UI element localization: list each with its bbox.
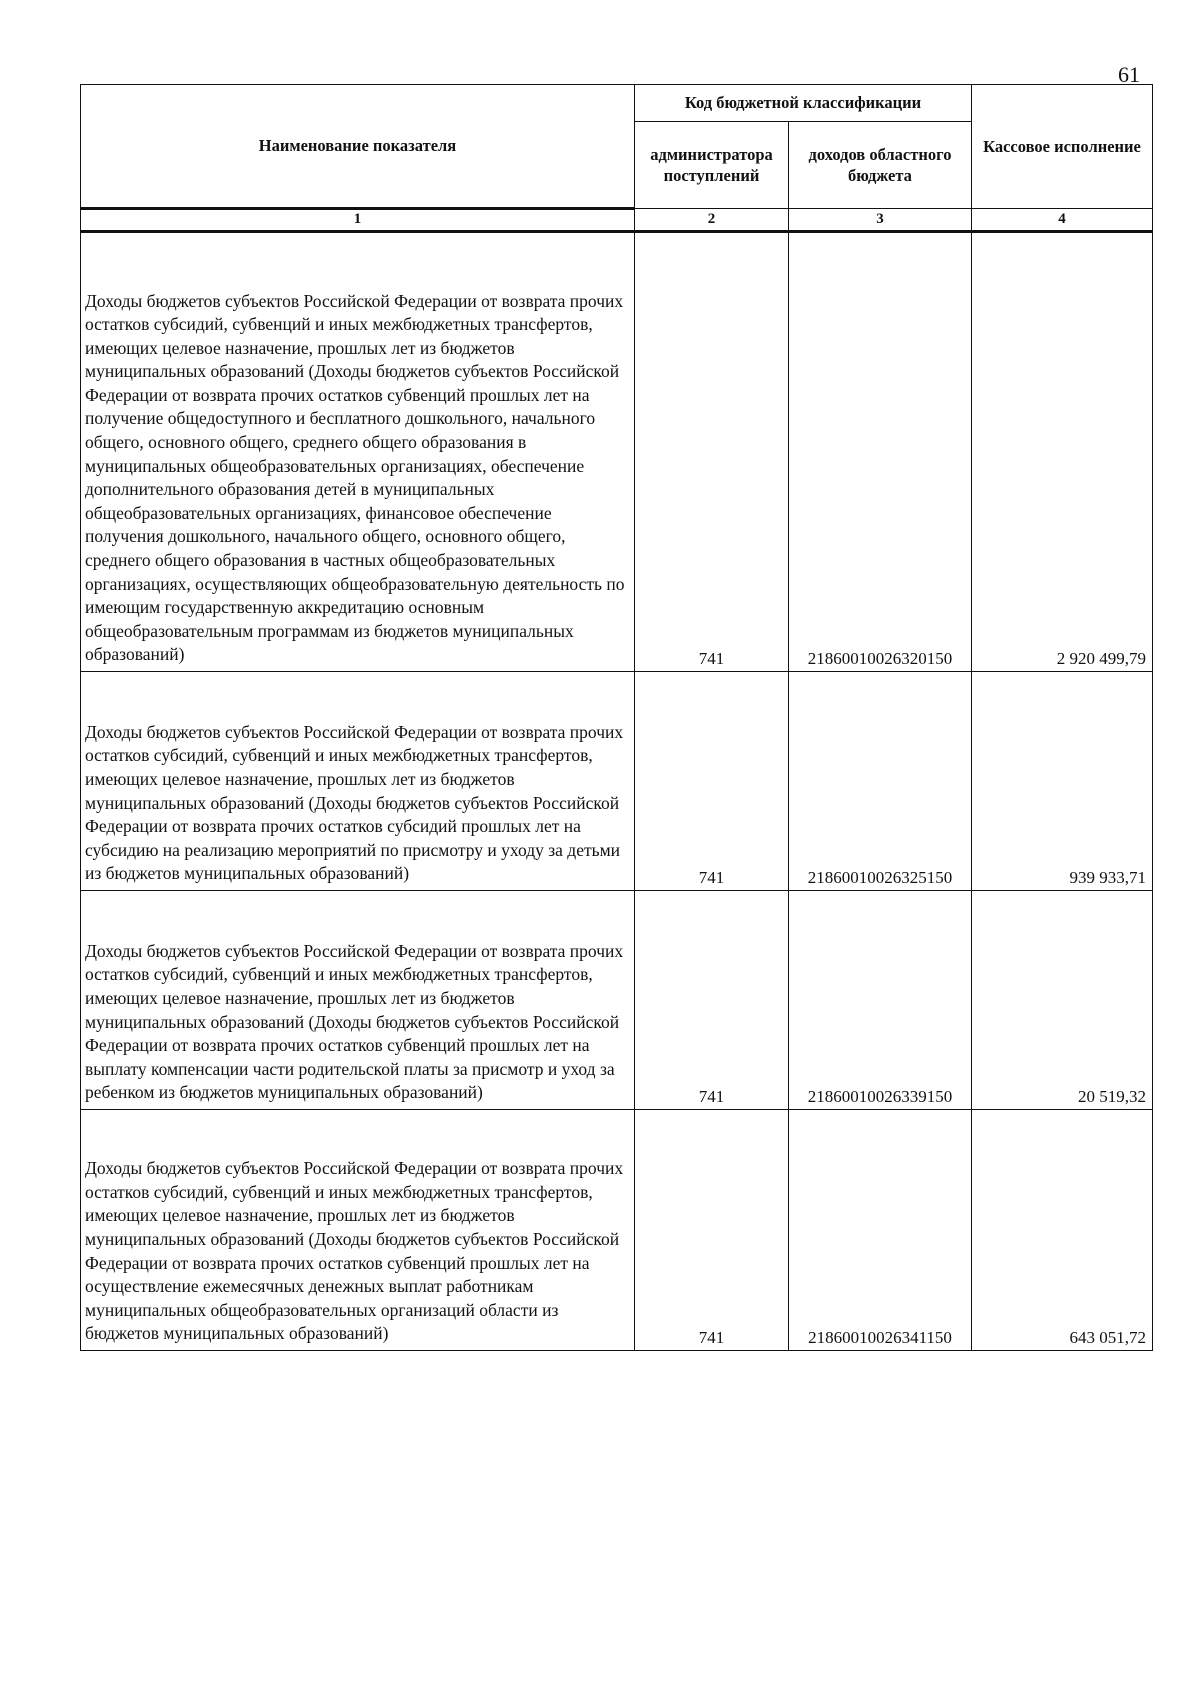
row-admin-code: 741 [635,672,789,891]
row-amount: 939 933,71 [972,672,1153,891]
row-admin-code: 741 [635,891,789,1110]
table-row [81,1110,1153,1351]
row-description: Доходы бюджетов субъектов Российской Федерации от возврата прочих остатков субсидий, субвенций и иных межбюджетных трансфертов, имеющих целевое назначение, прошлых лет из бюджетов муниципальных образований (Доходы бюджетов субъектов Российской Федерации от возврата прочих остатков субвенций прошлых лет на осуществление ежемесячных денежных выплат работникам муниципальных общеобразовательных организаций области из бюджетов муниципальных образований) [81,1110,635,1351]
row-description: Доходы бюджетов субъектов Российской Федерации от возврата прочих остатков субсидий, субвенций и иных межбюджетных трансфертов, имеющих целевое назначение, прошлых лет из бюджетов муниципальных образований (Доходы бюджетов субъектов Российской Федерации от возврата прочих остатков субвенций прошлых лет на выплату компенсации части родительской платы за присмотр и уход за ребенком из бюджетов муниципальных образований) [81,891,635,1110]
row-description: Доходы бюджетов субъектов Российской Федерации от возврата прочих остатков субсидий, субвенций и иных межбюджетных трансфертов, имеющих целевое назначение, прошлых лет из бюджетов муниципальных образований (Доходы бюджетов субъектов Российской Федерации от возврата прочих остатков субвенций прошлых лет на получение общедоступного и бесплатного дошкольного, начального общего, основного общего, среднего общего образования в муниципальных общеобразовательных организациях, обеспечение дополнительного образования детей в муниципальных общеобразовательных организациях, финансовое обеспечение получения дошкольного, начального общего, основного общего, среднего общего образования в частных общеобразовательных организациях, осуществляющих общеобразовательную деятельность по имеющим государственную аккредитацию основным общеобразовательным программам из бюджетов муниципальных образований) [81,232,635,672]
table-row [81,672,1153,891]
row-description: Доходы бюджетов субъектов Российской Федерации от возврата прочих остатков субсидий, субвенций и иных межбюджетных трансфертов, имеющих целевое назначение, прошлых лет из бюджетов муниципальных образований (Доходы бюджетов субъектов Российской Федерации от возврата прочих остатков субсидий прошлых лет на субсидию на реализацию мероприятий по присмотру и уходу за детьми из бюджетов муниципальных образований) [81,672,635,891]
header-budget-code-group: Код бюджетной классификации [635,85,972,122]
row-income-code: 21860010026339150 [789,891,972,1110]
header-income-code: доходов областного бюджета [789,122,972,209]
budget-revenue-table [80,84,1153,1351]
row-amount: 643 051,72 [972,1110,1153,1351]
header-admin-code: администратора поступлений [635,122,789,209]
column-number-3: 3 [789,209,972,232]
table-row [81,891,1153,1110]
row-income-code: 21860010026341150 [789,1110,972,1351]
header-indicator-name: Наименование показателя [81,85,635,209]
column-number-4: 4 [972,209,1153,232]
column-number-2: 2 [635,209,789,232]
row-income-code: 21860010026325150 [789,672,972,891]
row-income-code: 21860010026320150 [789,232,972,672]
header-cash-execution: Кассовое исполнение [972,85,1153,209]
row-admin-code: 741 [635,1110,789,1351]
row-amount: 20 519,32 [972,891,1153,1110]
table-row [81,232,1153,672]
row-amount: 2 920 499,79 [972,232,1153,672]
column-number-1: 1 [81,209,635,232]
row-admin-code: 741 [635,232,789,672]
page-number: 61 [1118,62,1140,87]
